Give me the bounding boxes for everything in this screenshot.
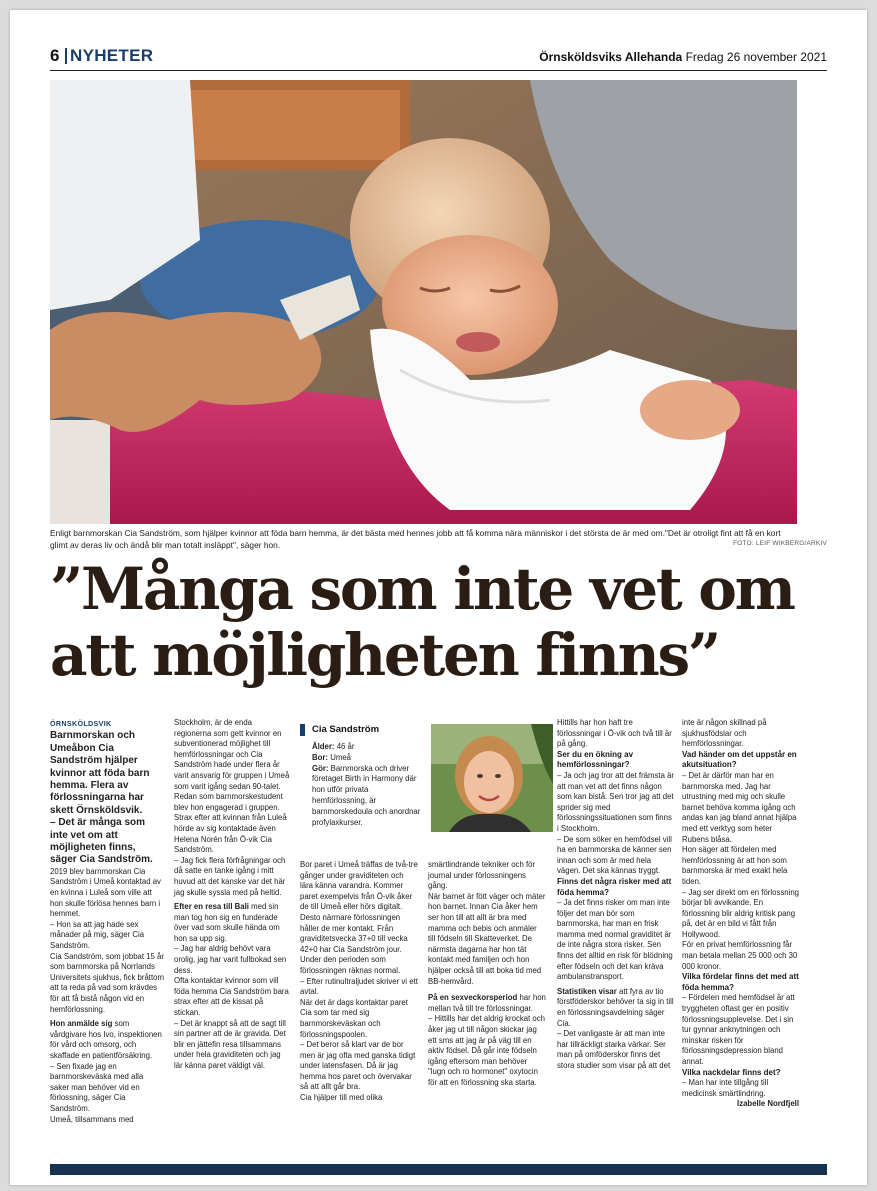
headline-line-1: ”Många som inte vet om: [50, 555, 794, 623]
fact-box: [300, 722, 553, 850]
lives-label: Bor:: [312, 752, 329, 762]
subhead-bold: Hon anmälde sig: [50, 1019, 113, 1029]
paragraph: – Jag ser direkt om en förlossning börjar bli avvikande. En förlossning blir aldrig kritisk pang på, det är en bild vi fått från Hollywood.: [682, 887, 800, 939]
subhead-bold: Efter en resa till Bali: [174, 902, 249, 912]
dateline: ÖRNSKÖLDSVIK: [50, 719, 112, 728]
paragraph: Cia Sandström, som jobbat 15 år som barnmorska på Norrlands Universitets sjukhus, fick bråttom att ta reda på vad som krävdes för att få bistå någon vid en hemförlossning.: [50, 951, 164, 1014]
paragraph: med sin man tog hon sig en funderade över vad som skulle hända om hon sa upp sig.: [174, 902, 280, 943]
paragraph: – Det vanligaste är att man inte har tillräckligt starka värkar. Ser man på omföderskor finns det stora studier som visar på att det: [557, 1029, 671, 1070]
question-heading: Vilka nackdelar finns det?: [682, 1067, 781, 1077]
paragraph: – Hittills har det aldrig krockat och åker jag ut till någon skickar jag ett sms att jag är på väg till en aktiv födsel. Då går inte födseln igång eftersom man behöver "lugn och ro hormonet" oxytocin för att en förlossning ska starta.: [428, 1014, 546, 1087]
headline: [50, 556, 820, 688]
fact-box-details: [312, 742, 422, 828]
headline-line-2: att möjligheten finns”: [50, 621, 719, 689]
paragraph: För en privat hemförlossning får man betala mellan 25 000 och 30 000 kronor.: [682, 940, 798, 971]
article-column-5: [557, 718, 675, 1072]
paragraph: – Det beror så klart var de bor men är jag ofta med ganska tidigt under latensfasen. Då är jag hemma hos paret och övervakar så att allt går bra.: [300, 1040, 416, 1092]
paragraph: Hittills har hon haft tre förlossningar i Ö-vik och två till är på gång.: [557, 718, 672, 749]
paragraph: – Efter rutinultraljudet skriver vi ett avtal.: [300, 976, 418, 997]
paragraph: När det är dags kontaktar paret Cia som tar med sig barnmorskeväskan och förlossningspoolen.: [300, 997, 408, 1039]
paragraph: att fyra av tio förstföderskor behöver ta sig in till en förlossningsavdelning säger Cia.: [557, 986, 674, 1028]
page-number: 6: [50, 46, 60, 65]
paragraph: Desto närmare förlossningen håller de mer kontakt. Från graviditetsvecka 37+0 till vecka 42+0 har Cia Sandström jour. Under den perioden som förlossningen räknas normal.: [300, 912, 408, 975]
paragraph: har hon mellan två till tre förlossningar.: [428, 993, 546, 1013]
article-column-2: [174, 718, 290, 1072]
paragraph: – Det är därför man har en barnmorska med. Jag har utrustning med mig och skulle barnet behöva komma igång och andas kan jag bland annat hjälpa med ett verktyg som heter Rubens blåsa.: [682, 770, 797, 844]
age-value: 46 år: [336, 742, 355, 751]
does-label: Gör:: [312, 763, 329, 773]
age-label: Ålder:: [312, 742, 335, 751]
question-heading: Vad händer om det uppstår en akutsituation?: [682, 749, 797, 770]
newspaper-page: [10, 10, 867, 1185]
paragraph: Cia hjälper till med olika: [300, 1093, 383, 1103]
fact-box-name: Cia Sandström: [312, 724, 380, 735]
byline-signature: Izabelle Nordfjell: [737, 1099, 799, 1109]
subhead-bold: På en sexveckorsperiod: [428, 993, 518, 1003]
article-column-3: [300, 860, 418, 1104]
fact-box-marker: [300, 724, 305, 736]
lead-quote: – Det är många som inte vet om att möjligheten finns, säger Cia Sandström.: [50, 817, 153, 866]
paragraph: Bor paret i Umeå träffas de två-tre gånger under graviditeten och lära känna varandra. Kommer paret exempelvis från Ö-vik åker de till Umeå eller hörs digitalt.: [300, 860, 418, 912]
paragraph: som vårdgivare hos Ivo, inspektionen för vård och omsorg, och skaffade en patientförsäkring.: [50, 1019, 162, 1060]
header-rule: [50, 70, 827, 71]
paragraph: – Fördelen med hemfödsel är att tryggheten oftast ger en positiv förlossningsupplevelse. Det i sin tur gynnar anknytningen och minskar risken för förlossningsdepression bland annat.: [682, 993, 795, 1066]
paragraph: inte är någon skillnad på sjukhusfödslar och hemförlossningar.: [682, 718, 767, 749]
paragraph: – Ja det finns risker om man inte följer det man bör som barnmorska, har man en frisk mamma med normal graviditet är de inte några stora risker. Sen finns det alltid en risk för blödning efter födseln och det kan kräva ambulanstransport.: [557, 898, 673, 982]
lead-paragraph: Barnmorskan och Umeåbon Cia Sandström hjälper kvinnor att föda barn hemma. Flera av förlossningarna har skett Örnsköldsvik.: [50, 730, 150, 816]
photo-credit: FOTO: LEIF WIKBERG/ARKIV: [733, 540, 827, 547]
portrait-photo: [431, 724, 553, 832]
footer-bar: [50, 1164, 827, 1175]
paragraph: Strax efter att kvinnan från Luleå hörde av sig kontaktade även Helena Norén från Ö-vik Cia Sandström.: [174, 813, 287, 855]
question-heading: Finns det några risker med att föda hemma?: [557, 876, 672, 897]
masthead: [539, 50, 827, 64]
section-title: NYHETER: [70, 46, 154, 65]
subhead-bold: Statistiken visar: [557, 986, 617, 996]
paragraph: smärtlindrande tekniker och för journal under förlossningens gång.: [428, 860, 536, 891]
paragraph: Ofta kontaktar kvinnor som vill föda hemma Cia Sandström bara strax efter att de kissat på stickan.: [174, 976, 289, 1018]
paragraph: – Jag fick flera förfrågningar och då satte en tanke igång i mitt huvud att det kanske var det här jag skulle syssla med på heltid.: [174, 855, 286, 897]
paper-name: Örnsköldsviks Allehanda: [539, 50, 683, 64]
paragraph: Umeå, tillsammans med: [50, 1114, 134, 1124]
does-value: Barnmorska och driver företaget Birth in Harmony där hon utför privata hemförlossning, är barnmorskedoula och anordnar profylaxkurser.: [312, 763, 421, 827]
newborn-photo: [50, 80, 797, 524]
photo-caption: Enligt barnmorskan Cia Sandström, som hjälper kvinnor att föda barn hemma, är det bästa med hennes jobb att få komma nära människor i det största de är med om."Det är otroligt fint att få en kort glimt av deras liv och ändå blir man totalt insläppt", säger hon.: [50, 528, 781, 550]
issue-date: Fredag 26 november 2021: [685, 50, 827, 64]
paragraph: – Sen fixade jag en barnmorskeväska med alla saker man behöver vid en förlossning, säger Cia Sandström.: [50, 1061, 144, 1113]
header-separator: [65, 48, 67, 64]
paragraph: – De som söker en hemfödsel vill ha en barnmorska de känner sen innan och som är med hela vägen. Det ska kännas tryggt.: [557, 834, 672, 876]
newborn-photo-illustration: [50, 80, 797, 524]
lives-value: Umeå: [330, 752, 352, 762]
paragraph: – Ja och jag tror att det främsta är att man vet att det finns någon som kan bistå. Sen tror jag att det sprider sig med förlossningssituationen som finns i Stockholm.: [557, 770, 675, 833]
paragraph: Stockholm, är de enda regionerna som gett kvinnor en subventionerad möjlighet till hemförlossningar och Cia Sandström hade under flera år varit ansvarig för gruppen i Umeå som varit igång sedan 90-talet. Redan som barnmorskestudent blev hon engagerad i gruppen.: [174, 718, 290, 812]
article-column-1: [50, 718, 164, 1125]
paragraph: – Man har inte tillgång till medicinsk smärtlindring.: [682, 1078, 769, 1098]
paragraph: – Det är knappt så att de sagt till sin partner att de är gravida. Det blir en jättefin resa tillsammans under hela graviditeten och jag lär känna paret väldigt väl.: [174, 1018, 286, 1070]
paragraph: – Hon sa att jag hade sex månader på mig, säger Cia Sandström.: [50, 919, 145, 951]
paragraph: – Jag har aldrig behövt vara orolig, jag har varit fullbokad sen dess.: [174, 944, 287, 975]
paragraph: Hon säger att fördelen med hemförlossning är att hon som barnmorska är med exakt hela tiden.: [682, 845, 788, 886]
question-heading: Vilka fördelar finns det med att föda hemma?: [682, 972, 799, 992]
article-column-6: [682, 718, 799, 1110]
paragraph: 2019 blev barnmorskan Cia Sandström i Umeå kontaktad av en kvinna i Luleå som ville att hon skulle förlösa hennes barn i hemmet.: [50, 866, 161, 919]
article-column-4: [428, 860, 546, 1088]
question-heading: Ser du en ökning av hemförlossningar?: [557, 749, 634, 770]
paragraph: När barnet är fött väger och mäter hon barnet. Innan Cia åker hem ser hon till att allt är bra med mamma och bebis och anmäler till födseln till Skatteverket. De närmsta dagarna har hon tät kontakt med familjen och hon hjälper också till att boka tid med BB-hemvård.: [428, 891, 546, 986]
